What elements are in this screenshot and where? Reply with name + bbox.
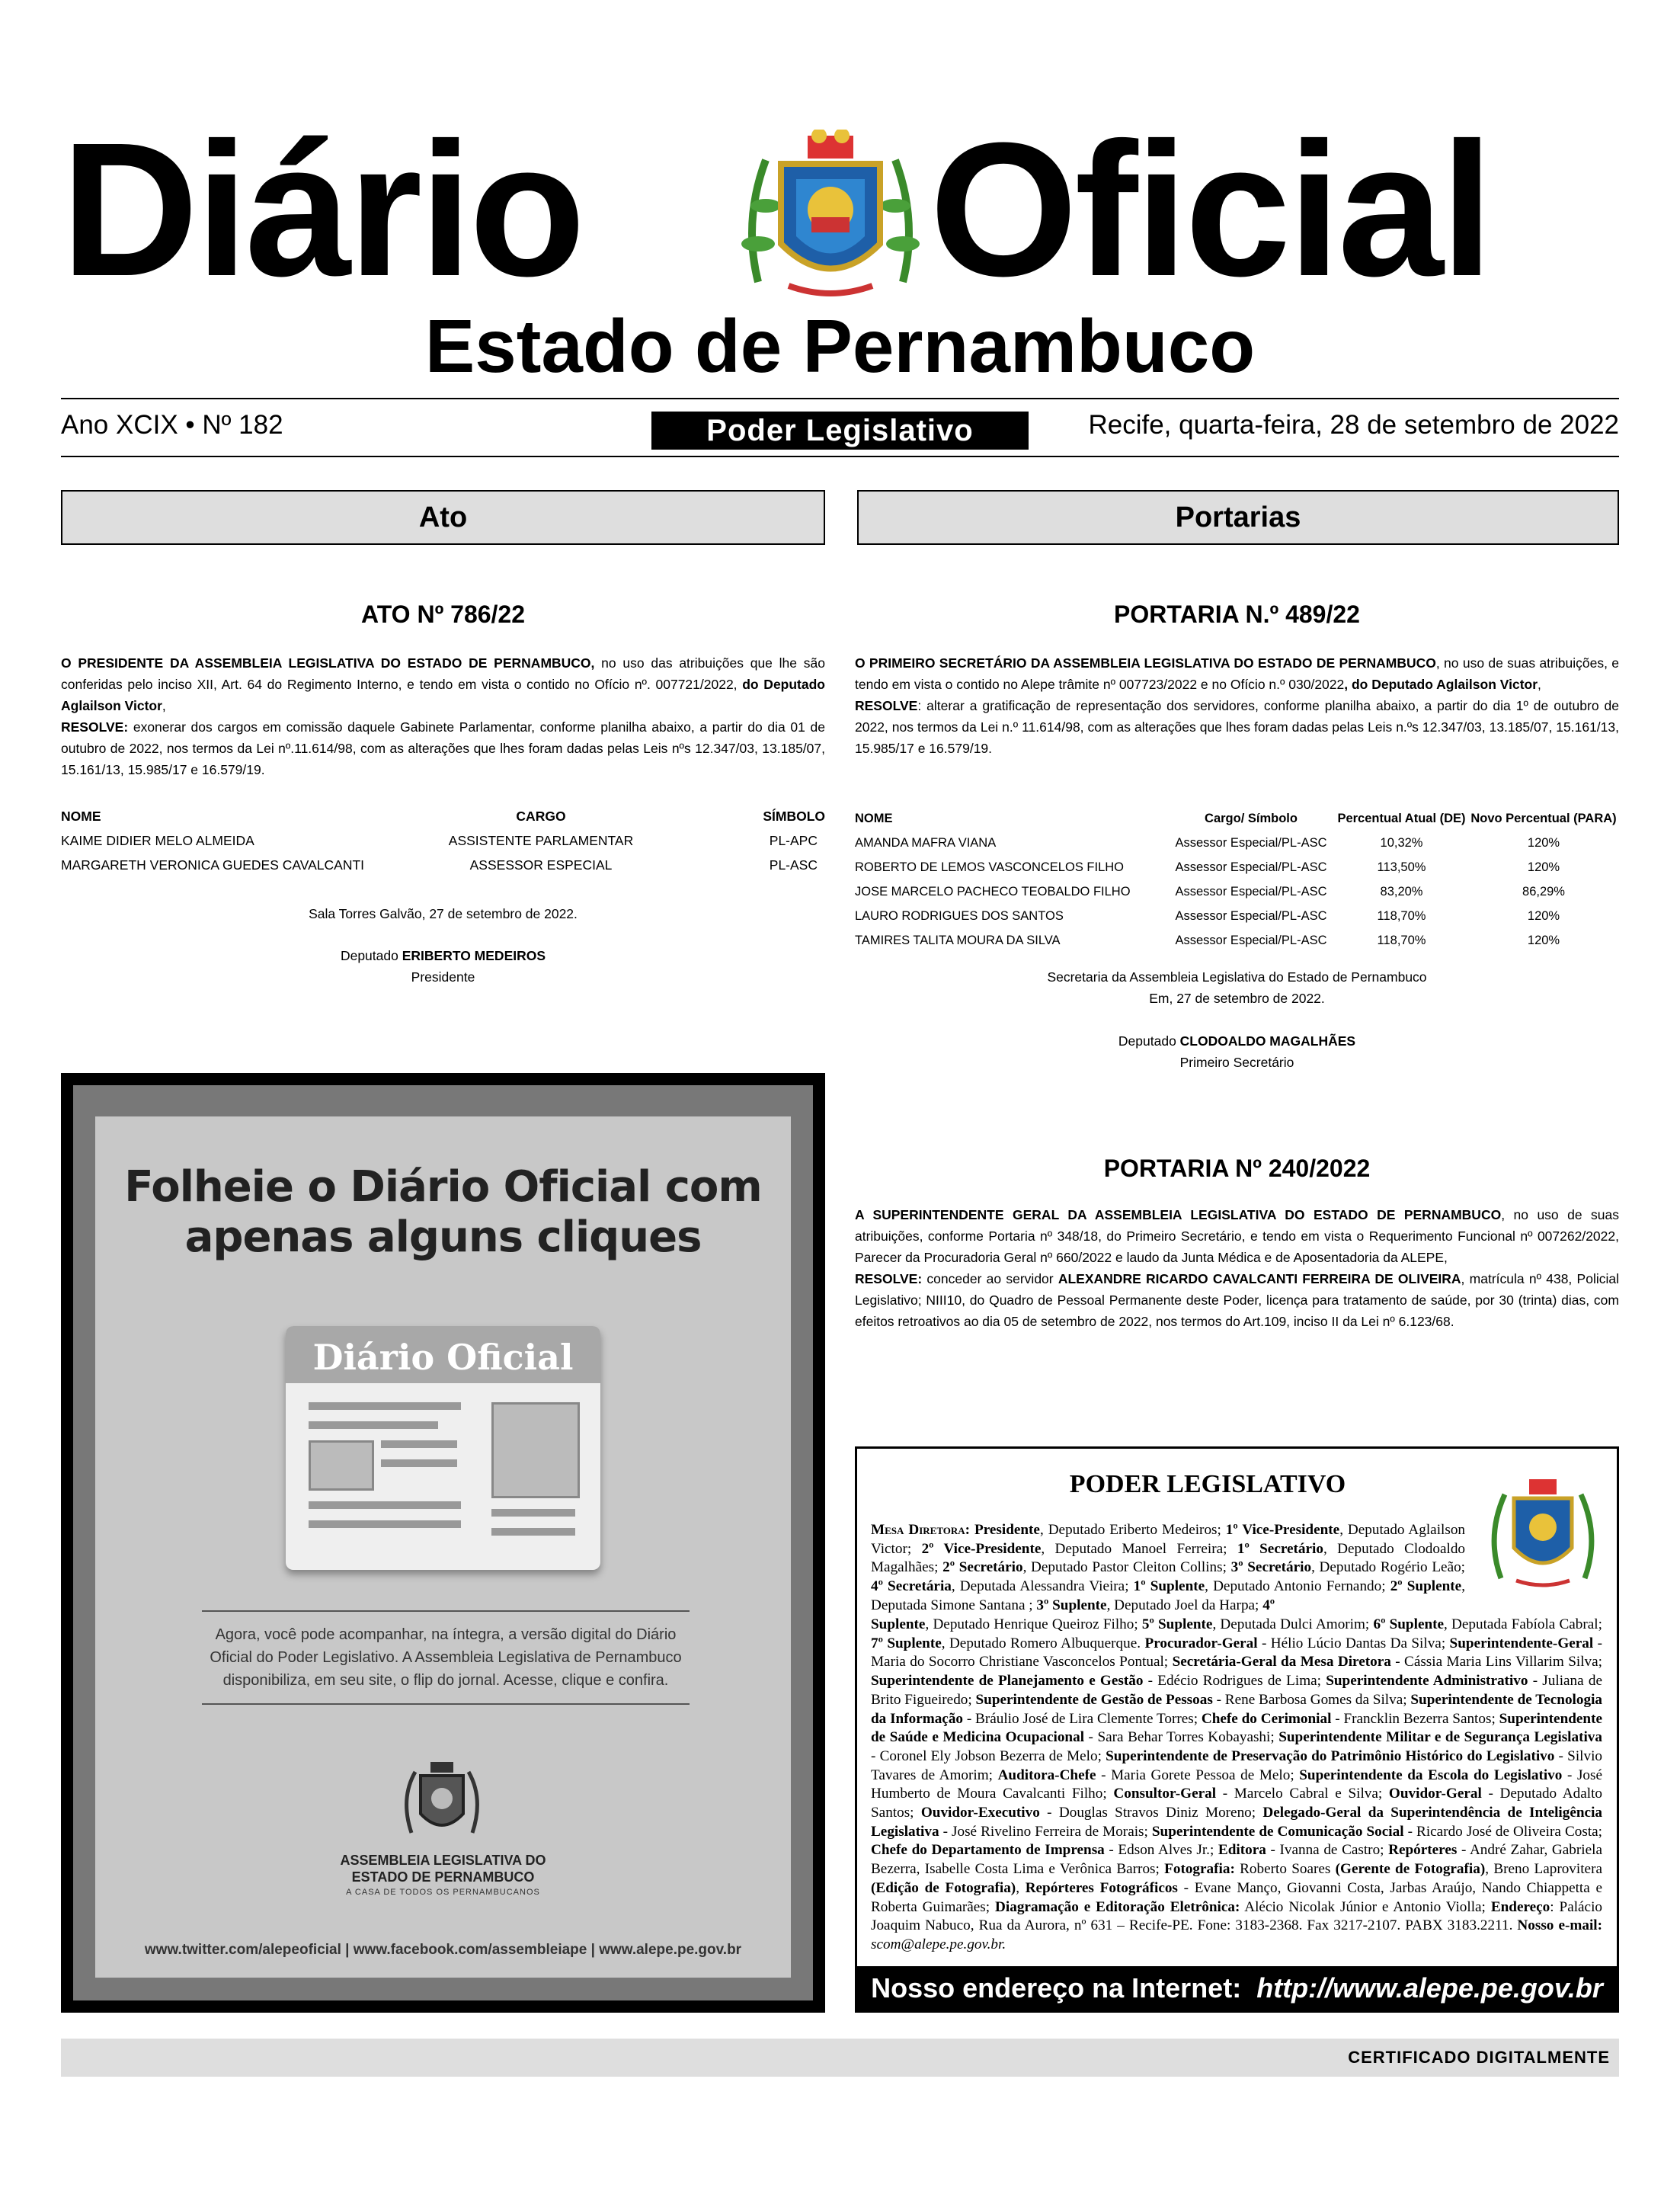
cell-atual: 83,20%: [1380, 884, 1423, 899]
cell-atual: 118,70%: [1377, 908, 1426, 923]
table-row: [855, 904, 1619, 928]
col-cargo: Cargo/ Símbolo: [1205, 811, 1298, 825]
newspaper-image: [491, 1402, 580, 1498]
table-row: [855, 928, 1619, 953]
cell-atual: 10,32%: [1380, 835, 1423, 850]
newspaper-line: [381, 1459, 457, 1467]
cell-novo: 120%: [1527, 835, 1560, 850]
newspaper-image: [309, 1440, 374, 1491]
ato-resolve-text: exonerar dos cargos em comissão daquele Gabinete Parlamentar, conforme planilha abaixo, a partir do dia 01 de outubro de 2022, nos termos da Lei nº.11.614/98, com as alterações que lhes foram dadas pelas Leis nºs 12.347/03, 13.185/07, 15.161/13, 15.985/17 e 16.579/19.: [61, 719, 825, 777]
sign-prefix: Deputado: [340, 948, 402, 963]
sign-name: ERIBERTO MEDEIROS: [402, 948, 546, 963]
p489-punct: ,: [1538, 677, 1541, 692]
section-banner: Poder Legislativo: [651, 412, 1029, 450]
cell-novo: 86,29%: [1522, 884, 1565, 899]
p240-issuer: A SUPERINTENDENTE GERAL DA ASSEMBLEIA LEGISLATIVA DO ESTADO DE PERNAMBUCO: [855, 1207, 1502, 1222]
masthead-title-left: Diário: [61, 103, 583, 316]
cell-nome: AMANDA MAFRA VIANA: [855, 835, 997, 850]
p240-resolve-label: RESOLVE:: [855, 1271, 923, 1286]
col-novo: Novo Percentual (PARA): [1470, 811, 1617, 825]
ato-resolve-label: RESOLVE:: [61, 719, 129, 735]
ad-divider: [202, 1610, 690, 1612]
newspaper-line: [491, 1528, 575, 1536]
newspaper-line: [309, 1402, 461, 1410]
p240-resolve-end: , matrícula nº 438, Policial Legislativo; NIII10, do Quadro de Pessoal Permanente deste Poder, licença para tratamento de saúde, por 30 (trinta) dias, com efeitos retroativos ao dia 05 de setembro de 2022, nos termos do Art.109, inciso II da Lei nº 6.123/68.: [855, 1271, 1619, 1329]
newspaper-icon: [286, 1326, 600, 1570]
newspaper-title: Diário Oficial: [312, 1337, 574, 1378]
cell-nome: ROBERTO DE LEMOS VASCONCELOS FILHO: [855, 860, 1125, 874]
portaria-240-title: PORTARIA Nº 240/2022: [1103, 1155, 1371, 1182]
portaria-489-title: PORTARIA N.º 489/22: [1114, 601, 1360, 628]
col-nome: NOME: [61, 808, 101, 824]
table-row: [855, 879, 1619, 904]
sec-line2: Em, 27 de setembro de 2022.: [1149, 991, 1325, 1006]
cell-simbolo: PL-ASC: [769, 857, 818, 873]
cell-nome: JOSE MARCELO PACHECO TEOBALDO FILHO: [855, 884, 1131, 899]
newspaper-line: [309, 1501, 461, 1509]
cell-cargo: Assessor Especial/PL-ASC: [1175, 860, 1327, 874]
cell-atual: 113,50%: [1377, 860, 1426, 874]
logo-tagline: A CASA DE TODOS OS PERNAMBUCANOS: [346, 1888, 540, 1897]
cell-novo: 120%: [1527, 860, 1560, 874]
ad-headline-line1: Folheie o Diário Oficial com: [124, 1162, 762, 1212]
newspaper-line: [381, 1440, 457, 1448]
masthead-rule-top: [61, 398, 1619, 399]
newspaper-line: [309, 1421, 438, 1429]
p489-resolve-label: RESOLVE: [855, 698, 918, 713]
flip-advertisement: [95, 1116, 791, 1978]
ato-table: [61, 804, 825, 877]
cell-cargo: ASSESSOR ESPECIAL: [469, 857, 613, 873]
ad-headline-line2: apenas alguns cliques: [184, 1212, 702, 1262]
table-row: [61, 828, 825, 853]
ato-section-header: Ato: [61, 490, 825, 545]
internet-address-bar: [857, 1966, 1617, 2010]
logo-line1: ASSEMBLEIA LEGISLATIVA DO: [340, 1853, 546, 1868]
ato-sala: Sala Torres Galvão, 27 de setembro de 2022.: [309, 906, 578, 921]
cell-nome: TAMIRES TALITA MOURA DA SILVA: [855, 933, 1061, 947]
logo-line2: ESTADO DE PERNAMBUCO: [351, 1869, 535, 1885]
certificado-label: CERTIFICADO DIGITALMENTE: [1348, 2048, 1610, 2067]
masthead-rule-bottom: [61, 456, 1619, 457]
table-row: [855, 831, 1619, 855]
ato-title: ATO Nº 786/22: [360, 601, 526, 628]
poder-legislativo-box: [855, 1446, 1619, 2013]
p240-servidor: ALEXANDRE RICARDO CAVALCANTI FERREIRA DE OLIVEIRA: [1058, 1271, 1461, 1286]
internet-label: Nosso endereço na Internet:: [871, 1972, 1242, 2004]
ad-headline: [95, 1162, 791, 1263]
ato-signature: [61, 945, 825, 988]
ato-text: no uso das atribuições que lhe são conferidas pelo inciso XII, Art. 64 do Regimento Interno, e tendo em vista o contido no Ofício nº. 007721/2022,: [61, 655, 825, 692]
ato-body: [61, 652, 825, 780]
sign-name: CLODOALDO MAGALHÃES: [1179, 1033, 1356, 1049]
ato-punct: ,: [162, 698, 166, 713]
cell-atual: 118,70%: [1377, 933, 1426, 947]
table-row: [61, 853, 825, 877]
portaria-489-table: [855, 806, 1619, 953]
table-header-row: [61, 804, 825, 828]
expediente-text: Suplente, Deputado Henrique Queiroz Filho; 5º Suplente, Deputada Dulci Amorim; 6º Suplente, Deputada Fabíola Cabral; 7º Suplente, Deputado Romero Albuquerque. Procurador-Geral - Hélio Lúcio Dantas Da Silva; Superintendente-Geral - Maria do Socorro Christiane Vasconcelos Pontual; Secretária-Geral da Mesa Diretora - Cássia Maria Lins Villarim Silva; Superintendente de Planejamento e Gestão - Edécio Rodrigues de Lima; Superintendente Administrativo - Juliana de Brito Figueiredo; Superintendente de Gestão de Pessoas - Rene Barbosa Gomes da Silva; Superintendente de Tecnologia da Informação - Bráulio José de Lira Clemente Torres; Chefe do Cerimonial - Francklin Bezerra Santos; Superintendente de Saúde e Medicina Ocupacional - Sara Behar Torres Kobayashi; Superintendente Militar e de Segurança Legislativa - Coronel Ely Jobson Bezerra de Melo; Superintendente de Preservação do Patrimônio Histórico do Legislativo - Silvio Tavares de Amorim; Auditora-Chefe - Maria Gorete Pessoa de Melo; Superintendente da Escola do Legislativo - José Humberto de Moura Cavalcanti Filho; Consultor-Geral - Marcelo Cabral e Silva; Ouvidor-Geral - Deputado Adalto Santos; Ouvidor-Executivo - Douglas Stravos Diniz Moreno; Delegado-Geral da Superintendência de Inteligência Legislativa - José Rivelino Ferreira de Morais; Superintendente de Comunicação Social - Ricardo José de Oliveira Costa; Chefe do Departamento de Imprensa - Edson Alves Jr.; Editora - Ivanna de Castro; Repórteres - André Zahar, Gabriela Bezerra, Isabelle Costa Lima e Verônica Barros; Fotografia: Roberto Soares (Gerente de Fotografia), Breno Laprovitera (Edição de Fotografia), Repórteres Fotográficos - Evane Manço, Giovanni Costa, Jarbas Araújo, Nando Chiappetta e Roberta Guimarães; Diagramação e Editoração Eletrônica: Alécio Nicolak Júnior e Antonio Violla; Endereço: Palácio Joaquim Nabuco, Rua da Aurora, nº 631 – Recife-PE. Fone: 3183-2368. Fax 3217-2107. PABX 3183.2211. Nosso e-mail: scom@alepe.pe.gov.br.: [871, 1616, 1603, 1952]
p489-signature: [855, 1030, 1619, 1073]
cell-novo: 120%: [1527, 933, 1560, 947]
edition-number: Ano XCIX • Nº 182: [61, 410, 283, 440]
p489-resolve-text: : alterar a gratificação de representação dos servidores, conforme planilha abaixo, a partir do dia 1º de outubro de 2022, nos termos da Lei n.º 11.614/98, com as alterações que lhes foram dadas pelas Leis n.ºs 12.347/03, 13.185/07, 15.161/13, 15.985/17 e 16.579/19.: [855, 698, 1619, 756]
sign-prefix: Deputado: [1118, 1033, 1180, 1049]
mesa-diretora-text: Mesa Diretora: Presidente, Deputado Eriberto Medeiros; 1º Vice-Presidente, Deputado Aglailson Victor; 2º Vice-Presidente, Deputado Manoel Ferreira; 1º Secretário, Deputado Clodoaldo Magalhães; 2º Secretário, Deputado Pastor Cleiton Collins; 3º Secretário, Deputado Rogério Leão; 4º Secretária, Deputada Alessandra Vieira; 1º Suplente, Deputado Antonio Fernando; 2º Suplente, Deputada Simone Santana ; 3º Suplente, Deputado Joel da Harpa; 4º: [871, 1522, 1466, 1613]
sec-line1: Secretaria da Assembleia Legislativa do Estado de Pernambuco: [1047, 969, 1427, 985]
cell-novo: 120%: [1527, 908, 1560, 923]
col-nome: NOME: [855, 811, 893, 825]
publication-date: Recife, quarta-feira, 28 de setembro de 2022: [1088, 410, 1619, 440]
portaria-240-body: [855, 1204, 1619, 1332]
table-header-row: [855, 806, 1619, 831]
cell-nome: KAIME DIDIER MELO ALMEIDA: [61, 832, 254, 848]
ato-issuer: O PRESIDENTE DA ASSEMBLEIA LEGISLATIVA DO ESTADO DE PERNAMBUCO,: [61, 655, 595, 671]
portarias-section-header: Portarias: [857, 490, 1619, 545]
alepe-crest-icon: [396, 1760, 488, 1844]
p489-secretaria: [855, 966, 1619, 1009]
portaria-489-body: [855, 652, 1619, 759]
col-simbolo: SÍMBOLO: [763, 808, 825, 824]
masthead-title-right: Oficial: [930, 103, 1491, 316]
newspaper-line: [491, 1509, 575, 1517]
ad-social-links[interactable]: www.twitter.com/alepeoficial | www.facebook.com/assembleiape | www.alepe.pe.gov.br: [144, 1942, 742, 1958]
col-cargo: CARGO: [516, 808, 566, 824]
masthead-subtitle: Estado de Pernambuco: [424, 304, 1256, 388]
col-atual: Percentual Atual (DE): [1337, 811, 1466, 825]
cell-nome: MARGARETH VERONICA GUEDES CAVALCANTI: [61, 857, 365, 873]
cell-cargo: ASSISTENTE PARLAMENTAR: [448, 832, 634, 848]
cell-cargo: Assessor Especial/PL-ASC: [1175, 884, 1327, 899]
ad-divider: [202, 1703, 690, 1705]
ato-deputado: do Deputado Aglailson Victor: [61, 677, 825, 713]
cell-simbolo: PL-APC: [769, 832, 818, 848]
p489-deputado: , do Deputado Aglailson Victor: [1344, 677, 1538, 692]
pl-title: PODER LEGISLATIVO: [1069, 1470, 1346, 1498]
p240-text: , no uso de suas atribuições, conforme Portaria nº 348/18, do Primeiro Secretário, e tendo em vista o Requerimento Funcional nº 007262/2022, Parecer da Procuradoria Geral nº 660/2022 e laudo da Junta Médica e de Aposentadoria da ALEPE,: [855, 1207, 1620, 1265]
p489-text: , no uso de suas atribuições, e tendo em vista o contido no Alepe trâmite nº 007723/2022 e no Ofício n.º 030/2022: [855, 655, 1619, 692]
alepe-logo-text: [95, 1852, 791, 1885]
cell-nome: LAURO RODRIGUES DOS SANTOS: [855, 908, 1064, 923]
p240-resolve-text: conceder ao servidor: [922, 1271, 1058, 1286]
sign-role: Primeiro Secretário: [1179, 1055, 1294, 1070]
sign-role: Presidente: [411, 969, 475, 985]
internet-url-link[interactable]: http://www.alepe.pe.gov.br: [1256, 1972, 1603, 2004]
pernambuco-coat-of-arms-icon: [1482, 1475, 1604, 1590]
p489-issuer: O PRIMEIRO SECRETÁRIO DA ASSEMBLEIA LEGISLATIVA DO ESTADO DE PERNAMBUCO: [855, 655, 1436, 671]
cell-cargo: Assessor Especial/PL-ASC: [1175, 908, 1327, 923]
pernambuco-coat-of-arms-icon: [728, 130, 933, 305]
cell-cargo: Assessor Especial/PL-ASC: [1175, 835, 1327, 850]
ad-description: Agora, você pode acompanhar, na íntegra, a versão digital do Diário Oficial do Poder Legislativo. A Assembleia Legislativa de Pernambuco disponibiliza, em seu site, o flip do jornal. Acesse, clique e confira.: [210, 1626, 682, 1689]
certificado-bar: [61, 2039, 1619, 2077]
cell-cargo: Assessor Especial/PL-ASC: [1175, 933, 1327, 947]
newspaper-line: [309, 1520, 461, 1528]
table-row: [855, 855, 1619, 879]
